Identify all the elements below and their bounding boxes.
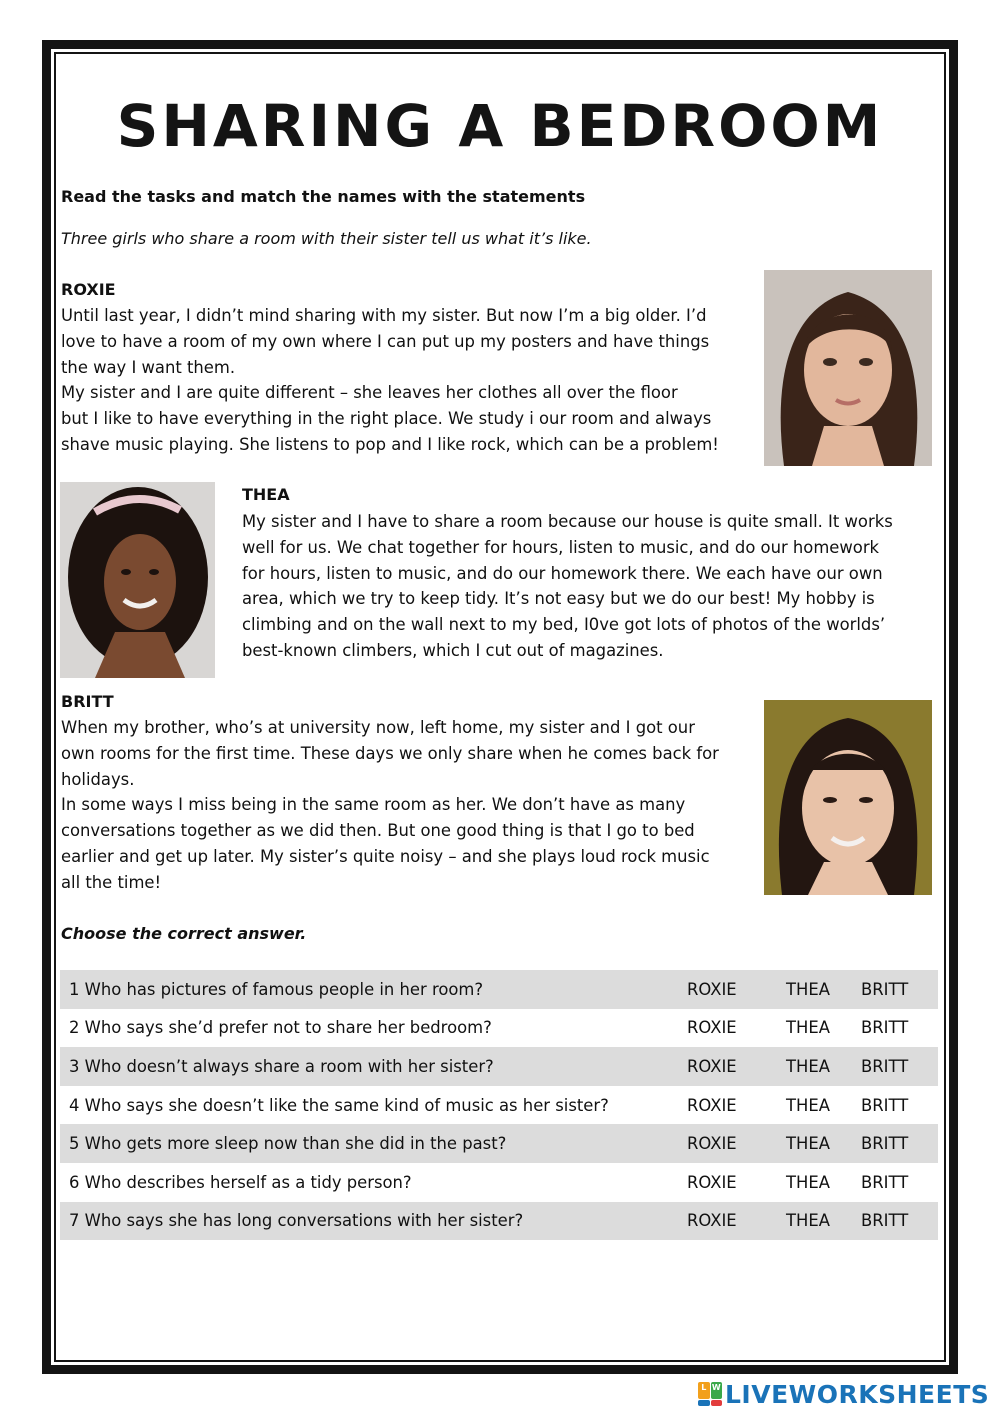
question-row <box>60 1047 938 1086</box>
question-row <box>60 1124 938 1163</box>
text-line: but I like to have everything in the right place. We study i our room and always <box>61 409 712 429</box>
text-line: shave music playing. She listens to pop and I like rock, which can be a problem! <box>61 434 719 454</box>
text-line: Until last year, I didn’t mind sharing with my sister. But now I’m a big older. I’d <box>61 306 707 325</box>
questions-table <box>60 970 938 1240</box>
page-title: SHARING A BEDROOM <box>116 92 884 160</box>
logo-tile: L <box>698 1382 710 1399</box>
question-row <box>60 1009 938 1048</box>
question-text: 5 Who gets more sleep now than she did in the past? <box>69 1134 507 1154</box>
brand-name: LIVEWORKSHEETS <box>725 1379 990 1409</box>
question-text: 2 Who says she’d prefer not to share her bedroom? <box>69 1018 492 1038</box>
text-line: holidays. <box>61 769 135 789</box>
text-line: own rooms for the first time. These days we only share when he comes back for <box>61 743 719 763</box>
logo-tile: W <box>711 1382 723 1399</box>
option-thea[interactable]: THEA <box>786 1095 830 1115</box>
option-britt[interactable]: BRITT <box>861 1211 909 1231</box>
instructions: Read the tasks and match the names with the statements <box>61 187 586 206</box>
roxie-photo <box>764 270 932 466</box>
text-line: all the time! <box>61 872 162 892</box>
britt-photo <box>764 700 932 895</box>
question-text: 7 Who says she has long conversations with her sister? <box>69 1211 524 1231</box>
logo-tile <box>698 1400 710 1406</box>
option-britt[interactable]: BRITT <box>861 1095 909 1115</box>
britt-heading: BRITT <box>61 692 114 711</box>
question-text: 3 Who doesn’t always share a room with her sister? <box>69 1056 494 1076</box>
option-roxie[interactable]: ROXIE <box>687 1056 737 1076</box>
option-thea[interactable]: THEA <box>786 1056 830 1076</box>
text-line: best-known climbers, which I cut out of magazines. <box>242 640 664 660</box>
questions-heading: Choose the correct answer. <box>61 924 307 943</box>
thea-photo <box>60 482 215 678</box>
option-britt[interactable]: BRITT <box>861 1018 909 1038</box>
option-britt[interactable]: BRITT <box>861 1172 909 1192</box>
option-roxie[interactable]: ROXIE <box>687 979 737 999</box>
option-thea[interactable]: THEA <box>786 1211 830 1231</box>
intro-text: Three girls who share a room with their sister tell us what it’s like. <box>61 229 592 248</box>
question-row <box>60 1163 938 1202</box>
text-line: earlier and get up later. My sister’s quite noisy – and she plays loud rock music <box>61 846 710 866</box>
question-text: 1 Who has pictures of famous people in her room? <box>69 979 484 999</box>
text-line: In some ways I miss being in the same room as her. We don’t have as many <box>61 795 686 815</box>
option-roxie[interactable]: ROXIE <box>687 1018 737 1038</box>
text-line: When my brother, who’s at university now, left home, my sister and I got our <box>61 718 695 737</box>
logo-tile <box>711 1400 723 1406</box>
text-line: conversations together as we did then. But one good thing is that I go to bed <box>61 821 695 841</box>
option-roxie[interactable]: ROXIE <box>687 1095 737 1115</box>
roxie-paragraph <box>61 303 761 458</box>
roxie-heading: ROXIE <box>61 280 116 299</box>
option-britt[interactable]: BRITT <box>861 1134 909 1154</box>
britt-paragraph <box>61 715 761 896</box>
option-thea[interactable]: THEA <box>786 979 830 999</box>
text-line: My sister and I have to share a room because our house is quite small. It works <box>242 512 893 531</box>
thea-heading: THEA <box>242 485 290 504</box>
option-britt[interactable]: BRITT <box>861 979 909 999</box>
question-text: 6 Who describes herself as a tidy person? <box>69 1172 412 1192</box>
option-thea[interactable]: THEA <box>786 1018 830 1038</box>
option-britt[interactable]: BRITT <box>861 1056 909 1076</box>
thea-paragraph <box>242 509 942 664</box>
liveworksheets-logo-icon <box>698 1382 722 1406</box>
text-line: area, which we try to keep tidy. It’s not easy but we do our best! My hobby is <box>242 589 875 609</box>
question-row <box>60 1202 938 1241</box>
text-line: the way I want them. <box>61 357 236 377</box>
text-line: My sister and I are quite different – she leaves her clothes all over the floor <box>61 383 678 403</box>
text-line: love to have a room of my own where I can put up my posters and have things <box>61 331 710 351</box>
option-roxie[interactable]: ROXIE <box>687 1172 737 1192</box>
text-line: for hours, listen to music, and do our homework there. We each have our own <box>242 563 883 583</box>
liveworksheets-brand <box>698 1380 989 1408</box>
question-text: 4 Who says she doesn’t like the same kind of music as her sister? <box>69 1095 609 1115</box>
question-row <box>60 1086 938 1125</box>
option-roxie[interactable]: ROXIE <box>687 1211 737 1231</box>
option-thea[interactable]: THEA <box>786 1134 830 1154</box>
option-roxie[interactable]: ROXIE <box>687 1134 737 1154</box>
text-line: climbing and on the wall next to my bed, I0ve got lots of photos of the worlds’ <box>242 615 886 635</box>
question-row <box>60 970 938 1009</box>
text-line: well for us. We chat together for hours, listen to music, and do our homework <box>242 537 880 557</box>
option-thea[interactable]: THEA <box>786 1172 830 1192</box>
